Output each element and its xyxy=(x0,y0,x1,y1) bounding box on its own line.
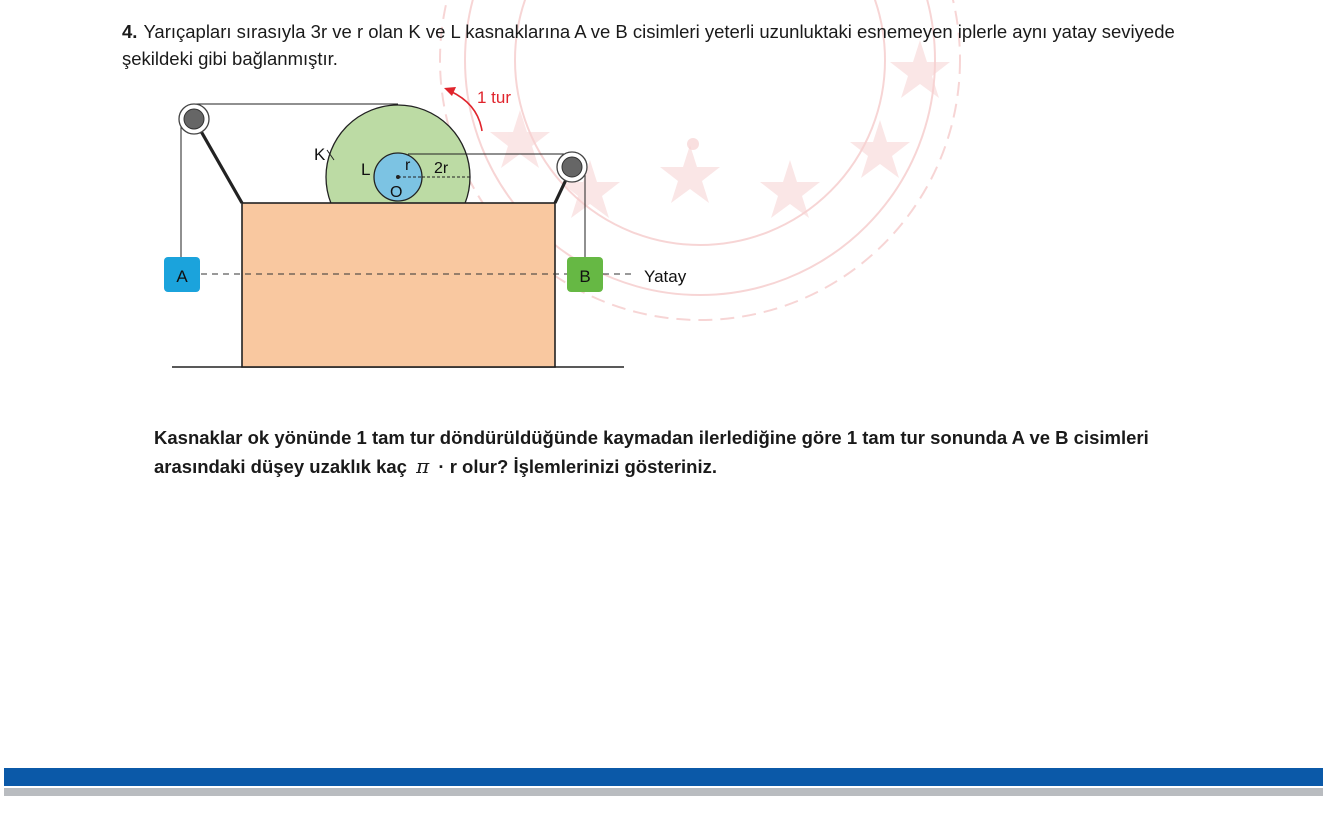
body-b-label: B xyxy=(579,267,591,286)
pulley-k-label: K xyxy=(314,145,326,164)
footer-blue-bar xyxy=(4,768,1323,786)
horizontal-label: Yatay xyxy=(644,267,687,286)
prompt-text-part2: · r olur? İşlemlerinizi gösteriniz. xyxy=(438,456,717,477)
prompt-text-part1: Kasnaklar ok yönünde 1 tam tur döndürüldüğünde kaymadan ilerlediğine göre 1 tam tur sonunda A ve B cisimleri arasındaki düşey uzaklık kaç xyxy=(154,427,1149,477)
center-o-label: O xyxy=(390,184,403,201)
big-radius-label: 2r xyxy=(434,160,449,177)
question-prompt xyxy=(154,424,1224,481)
block-body xyxy=(242,203,555,367)
pulley-diagram xyxy=(0,0,1323,400)
small-radius-label: r xyxy=(405,157,411,174)
question-statement: Yarıçapları sırasıyla 3r ve r olan K ve L kasnaklarına A ve B cisimleri yeterli uzunluktaki esnemeyen iplerle aynı yatay seviyede şekildeki gibi bağlanmıştır. xyxy=(122,21,1175,69)
question-number: 4. xyxy=(122,21,138,42)
footer-gray-bar xyxy=(4,788,1323,796)
pi-symbol: π xyxy=(416,454,430,478)
rotation-label: 1 tur xyxy=(477,88,512,107)
pulley-l-label: L xyxy=(361,160,371,179)
body-a-label: A xyxy=(176,267,188,286)
